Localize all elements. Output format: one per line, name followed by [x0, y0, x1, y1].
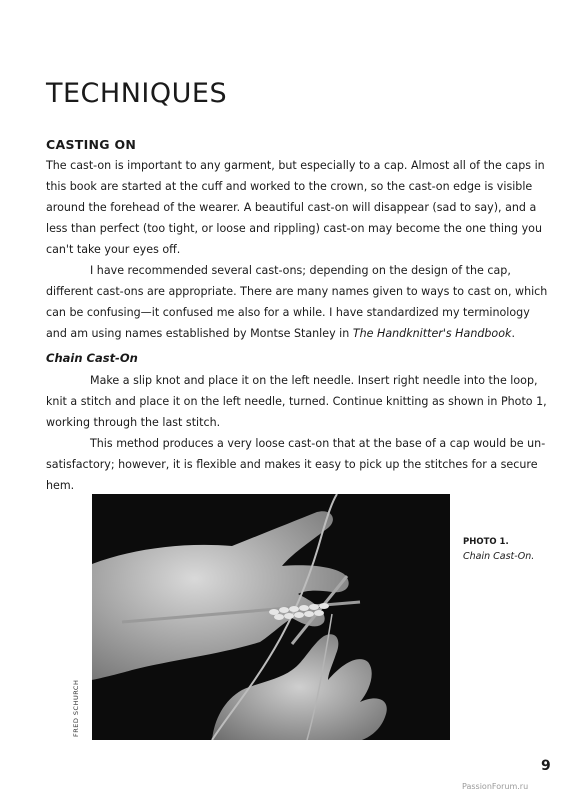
watermark: PassionForum.ru: [462, 782, 529, 791]
page-number: 9: [541, 758, 551, 774]
section-heading: CASTING ON: [46, 137, 137, 152]
caption-label: PHOTO 1.: [463, 537, 509, 547]
chain-paragraph: Make a slip knot and place it on the left needle. Insert right needle into the loop, knit a stitch and place it on the left needle, turned. Continue knitting as shown in Photo 1, working through the last stitch.: [46, 374, 547, 429]
intro-paragraph: The cast-on is important to any garment, but especially to a cap. Almost all of the caps in this book are started at the cuff and worked to the crown, so the cast-on edge is visible around the forehead of the wearer. A beautiful cast-on will disappear (sad to say), and a less than perfect (too tight, or loose and rippling) cast-on may become the one thing you can't take your eyes off.: [46, 159, 545, 256]
book-title: The Handknitter's Handbook: [352, 327, 512, 340]
intro-text: [46, 155, 552, 344]
page-title: TECHNIQUES: [46, 78, 228, 109]
chain-paragraph: This method produces a very loose cast-on that at the base of a cap would be un-satisfactory; however, it is flexible and makes it easy to pick up the stitches for a secure hem.: [46, 437, 546, 492]
photo-illustration: [92, 494, 450, 740]
chain-cast-on-text: [46, 370, 552, 496]
sub-heading: Chain Cast-On: [46, 351, 138, 365]
caption-text: Chain Cast-On.: [463, 551, 535, 562]
photo: [92, 494, 450, 740]
book-title-end: .: [511, 327, 515, 340]
intro-paragraph: [46, 260, 552, 344]
intro-paragraph-text: I have recommended several cast-ons; depending on the design of the cap, different cast-ons are appropriate. There are many names given to ways to cast on, which can be confusing—it confused me also for a while. I have standardized my terminology and am using names established by Montse Stanley in: [46, 264, 548, 340]
photo-credit: FRED SCHURCH: [72, 679, 80, 737]
